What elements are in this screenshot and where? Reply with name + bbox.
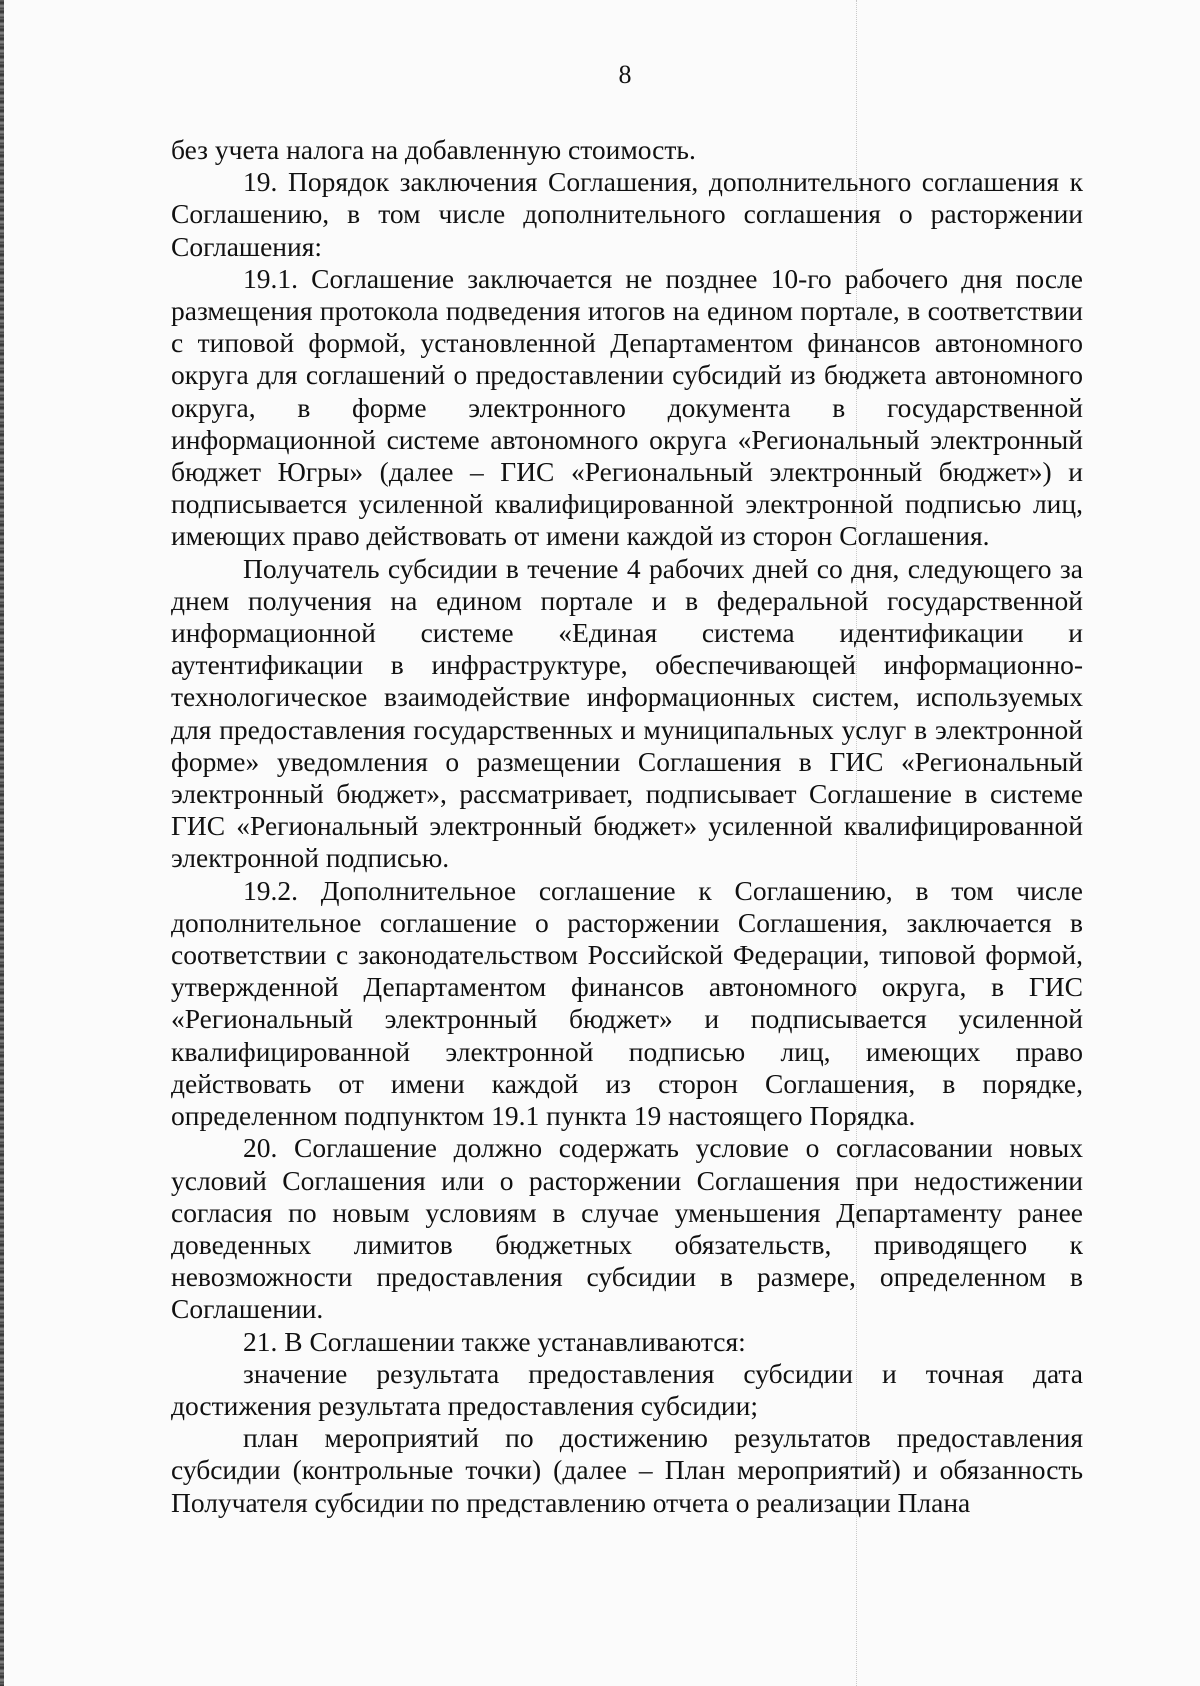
- paragraph-item-19-2: 19.2. Дополнительное соглашение к Соглашению, в том числе дополнительное соглашение о расторжении Соглашения, заключается в соответствии с законодательством Российской Федерации, типовой формой, утвержденной Департаментом финансов автономного округа, в ГИС «Региональный электронный бюджет» и подписывается усиленной квалифицированной электронной подписью лиц, имеющих право действовать от имени каждой из сторон Соглашения, в порядке, определенном подпунктом 19.1 пункта 19 настоящего Порядка.: [171, 874, 1083, 1132]
- paragraph-action-plan: план мероприятий по достижению результатов предоставления субсидии (контрольные точки) (далее – План мероприятий) и обязанность Получателя субсидии по представлению отчета о реализации Плана: [171, 1422, 1083, 1518]
- paragraph-item-21: 21. В Соглашении также устанавливаются:: [243, 1325, 746, 1357]
- paragraph-continuation: без учета налога на добавленную стоимость.: [171, 134, 696, 165]
- paragraph-item-19: 19. Порядок заключения Соглашения, дополнительного соглашения к Соглашению, в том числе дополнительного соглашения о расторжении Соглашения:: [171, 166, 1083, 262]
- scan-edge: [0, 0, 4, 1686]
- paragraph-item-20: 20. Соглашение должно содержать условие о согласовании новых условий Соглашения или о расторжении Соглашения при недостижении согласия по новым условиям в случае уменьшения Департаменту ранее доведенных лимитов бюджетных обязательств, приводящего к невозможности предоставления субсидии в размере, определенном в Соглашении.: [171, 1132, 1083, 1325]
- paragraph-recipient: Получатель субсидии в течение 4 рабочих дней со дня, следующего за днем получения на едином портале и в федеральной государственной информационной системе «Единая система идентификации и аутентификации в инфраструктуре, обеспечивающей информационно-технологическое взаимодействие информационных систем, используемых для предоставления государственных и муниципальных услуг в электронной форме» уведомления о размещении Соглашения в ГИС «Региональный электронный бюджет», рассматривает, подписывает Соглашение в системе ГИС «Региональный электронный бюджет» усиленной квалифицированной электронной подписью.: [171, 552, 1083, 874]
- paragraph-result-value: значение результата предоставления субсидии и точная дата достижения результата предоставления субсидии;: [171, 1357, 1083, 1421]
- document-body: [171, 134, 1083, 1519]
- paragraph-item-19-1: 19.1. Соглашение заключается не позднее 10-го рабочего дня после размещения протокола подведения итогов на едином портале, в соответствии с типовой формой, установленной Департаментом финансов автономного округа для соглашений о предоставлении субсидий из бюджета автономного округа, в форме электронного документа в государственной информационной системе автономного округа «Региональный электронный бюджет Югры» (далее – ГИС «Региональный электронный бюджет») и подписывается усиленной квалифицированной электронной подписью лиц, имеющих право действовать от имени каждой из сторон Соглашения.: [171, 262, 1083, 552]
- page-number: 8: [618, 60, 632, 89]
